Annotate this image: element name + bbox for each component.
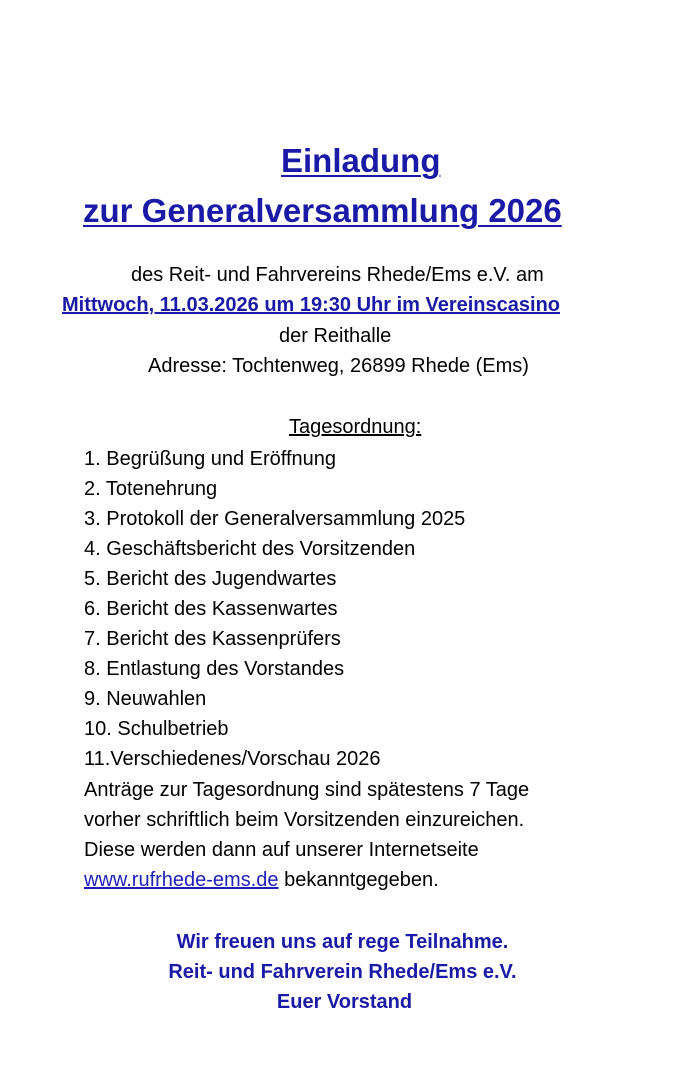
address-line: Adresse: Tochtenweg, 26899 Rhede (Ems) <box>148 355 529 377</box>
agenda-list <box>84 444 465 774</box>
website-link[interactable]: www.rufrhede-ems.de <box>84 869 279 891</box>
invitation-subtitle: zur Generalversammlung 2026 <box>83 192 562 229</box>
invitation-title: Einladung <box>281 142 441 179</box>
closing-greeting: Wir freuen uns auf rege Teilnahme. <box>176 931 509 953</box>
agenda-item: 8. Entlastung des Vorstandes <box>84 658 345 680</box>
note-suffix: bekanntgegeben. <box>278 869 439 891</box>
note-line: vorher schriftlich beim Vorsitzenden einzureichen. <box>84 809 525 831</box>
note-line: Diese werden dann auf unserer Internetseite <box>84 839 479 861</box>
agenda-heading: Tagesordnung: <box>289 416 422 438</box>
agenda-item: 2. Totenehrung <box>84 478 218 500</box>
agenda-item: 7. Bericht des Kassenprüfers <box>84 628 341 650</box>
agenda-item: 11.Verschiedenes/Vorschau 2026 <box>84 748 381 770</box>
agenda-item: 4. Geschäftsbericht des Vorsitzenden <box>84 538 416 560</box>
agenda-item: 3. Protokoll der Generalversammlung 2025 <box>84 508 466 530</box>
host-line: des Reit- und Fahrvereins Rhede/Ems e.V. am <box>131 264 544 286</box>
closing-club-name: Reit- und Fahrverein Rhede/Ems e.V. <box>168 961 517 983</box>
agenda-item: 5. Bericht des Jugendwartes <box>84 568 337 590</box>
closing-signature: Euer Vorstand <box>276 991 413 1013</box>
agenda-item: 6. Bericht des Kassenwartes <box>84 598 338 620</box>
agenda-item: 9. Neuwahlen <box>84 688 207 710</box>
hall-line: der Reithalle <box>279 325 392 347</box>
agenda-item: 10. Schulbetrieb <box>84 718 229 740</box>
note-line: Anträge zur Tagesordnung sind spätestens 7 Tage <box>84 779 530 801</box>
agenda-item: 1. Begrüßung und Eröffnung <box>84 448 337 470</box>
date-place-line: Mittwoch, 11.03.2026 um 19:30 Uhr im Vereinscasino <box>62 294 560 316</box>
proposal-note <box>84 775 529 895</box>
note-line-with-link <box>84 865 529 895</box>
